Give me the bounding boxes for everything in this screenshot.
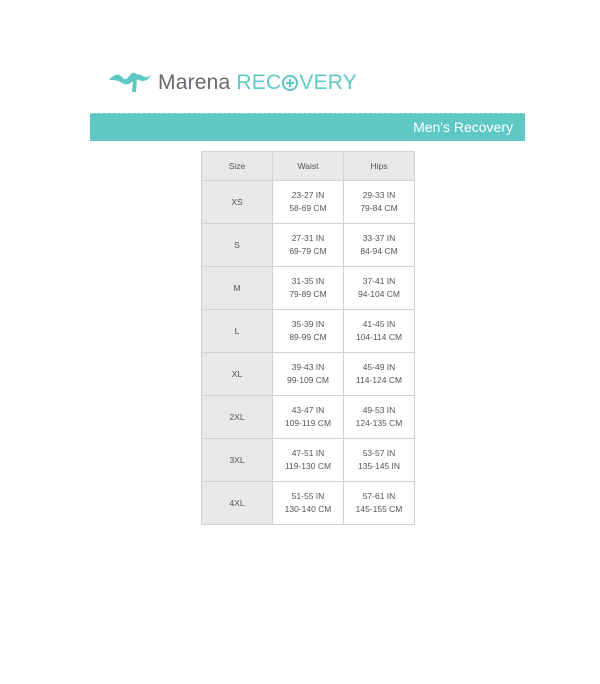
waist-cm: 109-119 CM <box>284 418 332 428</box>
hips-in: 45-49 IN <box>362 362 396 372</box>
hips-cm: 114-124 CM <box>355 375 403 385</box>
brand-subtitle <box>236 71 357 94</box>
hips-cm: 84-94 CM <box>360 246 398 256</box>
hips-in: 41-45 IN <box>362 319 396 329</box>
hips-cm: 124-135 CM <box>355 418 403 428</box>
size-cell: 2XL <box>202 396 273 439</box>
size-cell: XS <box>202 181 273 224</box>
waist-cell <box>273 482 344 525</box>
marena-wave-icon <box>108 68 152 96</box>
waist-cm: 119-130 CM <box>284 461 332 471</box>
header-hips: Hips <box>344 152 415 181</box>
hips-cell <box>344 267 415 310</box>
waist-in: 31-35 IN <box>291 276 325 286</box>
waist-cm: 130-140 CM <box>284 504 332 514</box>
banner-title: Men's Recovery <box>413 119 513 135</box>
brand-name: Marena <box>158 70 231 94</box>
hips-cell <box>344 396 415 439</box>
table-header-row <box>202 152 415 181</box>
waist-cm: 58-69 CM <box>289 203 327 213</box>
waist-in: 43-47 IN <box>291 405 325 415</box>
size-cell: L <box>202 310 273 353</box>
hips-cm: 145-155 CM <box>355 504 403 514</box>
waist-cell <box>273 396 344 439</box>
table-row <box>202 396 415 439</box>
brand-subtitle-right: VERY <box>299 70 357 94</box>
waist-cm: 79-89 CM <box>289 289 327 299</box>
waist-cell <box>273 181 344 224</box>
hips-in: 57-61 IN <box>362 491 396 501</box>
waist-cell <box>273 439 344 482</box>
hips-cell <box>344 224 415 267</box>
hips-in: 49-53 IN <box>362 405 396 415</box>
waist-in: 23-27 IN <box>291 190 325 200</box>
hips-cell <box>344 353 415 396</box>
size-cell: 4XL <box>202 482 273 525</box>
hips-cm: 104-114 CM <box>355 332 403 342</box>
waist-in: 47-51 IN <box>291 448 325 458</box>
brand-logo <box>108 64 357 100</box>
waist-in: 35-39 IN <box>291 319 325 329</box>
size-cell: M <box>202 267 273 310</box>
header-size: Size <box>202 152 273 181</box>
table-row <box>202 224 415 267</box>
waist-cell <box>273 353 344 396</box>
hips-in: 33-37 IN <box>362 233 396 243</box>
hips-in: 53-57 IN <box>362 448 396 458</box>
table-row <box>202 482 415 525</box>
waist-cm: 89-99 CM <box>289 332 327 342</box>
section-banner <box>90 113 525 141</box>
hips-in: 37-41 IN <box>362 276 396 286</box>
table-row <box>202 267 415 310</box>
hips-cell <box>344 310 415 353</box>
waist-in: 39-43 IN <box>291 362 325 372</box>
waist-cell <box>273 224 344 267</box>
size-cell: XL <box>202 353 273 396</box>
size-cell: 3XL <box>202 439 273 482</box>
waist-cm: 69-79 CM <box>289 246 327 256</box>
hips-in: 29-33 IN <box>362 190 396 200</box>
hips-cm: 94-104 CM <box>357 289 401 299</box>
table-row <box>202 353 415 396</box>
table-row <box>202 181 415 224</box>
size-cell: S <box>202 224 273 267</box>
size-chart-table <box>201 151 415 525</box>
brand-subtitle-left: REC <box>236 70 282 94</box>
hips-cell <box>344 181 415 224</box>
hips-cm: 135-145 IN <box>357 461 401 471</box>
medical-plus-icon <box>282 75 298 91</box>
waist-cm: 99-109 CM <box>286 375 330 385</box>
header-waist: Waist <box>273 152 344 181</box>
table-row <box>202 439 415 482</box>
hips-cell <box>344 482 415 525</box>
hips-cell <box>344 439 415 482</box>
brand-wordmark <box>158 72 357 93</box>
waist-cell <box>273 310 344 353</box>
table-row <box>202 310 415 353</box>
hips-cm: 79-84 CM <box>360 203 398 213</box>
waist-in: 27-31 IN <box>291 233 325 243</box>
waist-cell <box>273 267 344 310</box>
waist-in: 51-55 IN <box>291 491 325 501</box>
